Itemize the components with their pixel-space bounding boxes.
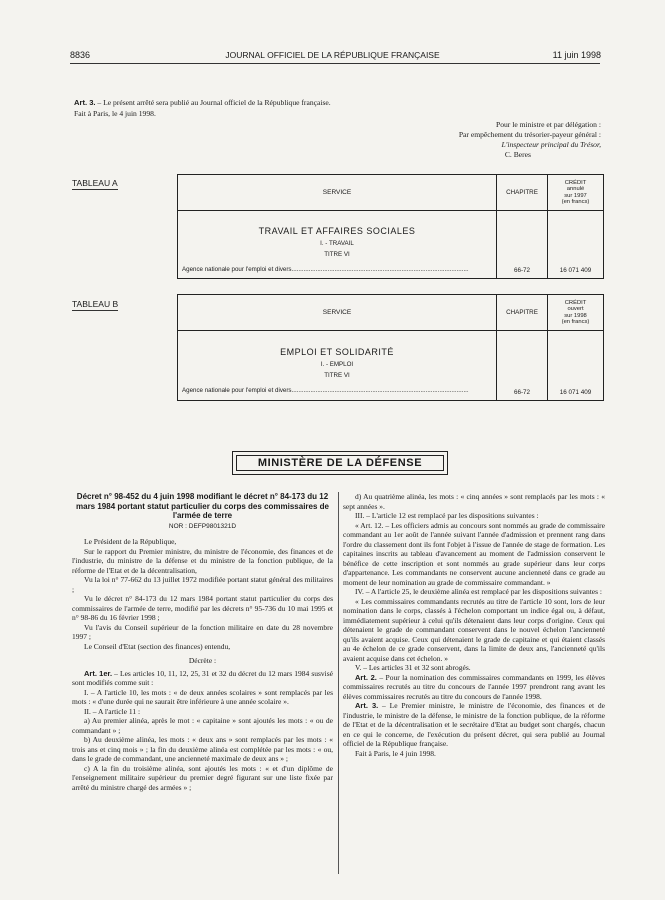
ministry-name: TRAVAIL ET AFFAIRES SOCIALES: [258, 225, 416, 236]
col-credit: CRÉDIT ouvert sur 1998 (en francs): [548, 295, 604, 331]
col-service: SERVICE: [178, 175, 497, 211]
article-item: « Art. 12. – Les officiers admis au concours sont nommés au grade de commissaire commandant au 1er août de l'année suivant l'année d'admission et prennent rang dans l'ordre du classement dont ils font l'objet à l'issue de l'année de stage de formation. Les capitaines inscrits au tableau d'avancement au moment de l'admission conservent le bénéfice de cette inscription et sont nommés au grade supérieur dans leur corps d'appartenance. Les commandants ne conservent aucune ancienneté dans ce grade au moment de leur nomination au grade de commissaire commandant. »: [343, 520, 605, 587]
visa-paragraph: Sur le rapport du Premier ministre, du ministre de l'économie, des finances et de l'industrie, du ministre de la défense et du ministre de la fonction publique, de la réforme de l'Etat et de la décentralisation,: [72, 546, 333, 575]
art3-text: – Le présent arrêté sera publié au Journal officiel de la République française.: [95, 98, 331, 107]
header-rule: [70, 63, 600, 64]
credit-value: 16 071 409: [548, 211, 604, 279]
sig-name: C. Beres: [504, 150, 531, 159]
page-number: 8836: [70, 50, 91, 60]
section-name: I. - EMPLOI: [320, 360, 354, 368]
sig-line-1: Pour le ministre et par délégation :: [495, 120, 601, 129]
visa-paragraph: Vu l'avis du Conseil supérieur de la fonction militaire en date du 28 novembre 1997 ;: [72, 622, 333, 641]
art3b-text: – Le Premier ministre, le ministre de l'économie, des finances et de l'industrie, le ministre de la défense, le ministre de la fonction publique, de la réforme de l'Etat et de la décentralisation et le secrétaire d'Etat au budget sont chargés, chacun en ce qui le concerne, de l'exécution du présent décret, qui sera publié au Journal officiel de la République française.: [343, 701, 605, 748]
article-item: III. – L'article 12 est remplacé par les dispositions suivantes :: [355, 511, 539, 520]
sig-line-2: Par empêchement du trésorier-payeur général :: [458, 130, 601, 139]
titre: TITRE VI: [324, 250, 350, 258]
decrete: Décrète :: [188, 656, 217, 665]
service-cell: [178, 331, 497, 401]
article-item: « Les commissaires commandants recrutés au titre de l'article 10 sont, lors de leur nomination dans le corps, classés à l'échelon comportant un indice égal ou, à défaut, immédiatement supérieur à celui qu'ils détenaient dans leur corps d'origine. Ceux qui détenaient le grade de commandant conservent dans le nouvel échelon l'ancienneté qu'ils avaient acquise. Ceux qui détenaient le grade de capitaine et qui étaient classés au 4e échelon de ce grade conservent, dans la limite de deux ans, l'ancienneté qu'ils avaient acquise dans cet échelon. »: [343, 596, 605, 663]
tableau-a-label: TABLEAU A: [72, 178, 118, 188]
art2-text: – Pour la nomination des commissaires commandants en 1999, les élèves commissaires recrutés au titre du concours de l'année 1997 prendront rang avant les élèves commissaires recrutés au titre du concours de l'année 1998.: [343, 672, 605, 701]
article-item: c) A la fin du troisième alinéa, sont ajoutés les mots : « et d'un diplôme de l'enseignement militaire supérieur du premier degré figurant sur une liste fixée par arrêté du ministre chargé des armées » ;: [72, 763, 333, 792]
article-3-top: [74, 97, 594, 119]
titre: TITRE VI: [324, 371, 350, 379]
tableau-b: [177, 294, 604, 401]
fait-a-paris: Fait à Paris, le 4 juin 1998.: [74, 109, 156, 118]
art2-label: Art. 2.: [355, 672, 377, 682]
ministry-banner: [232, 451, 448, 475]
ministry-name: EMPLOI ET SOLIDARITÉ: [280, 346, 394, 357]
column-divider: [338, 492, 339, 874]
decree-title: Décret n° 98-452 du 4 juin 1998 modifiant le décret n° 84-173 du 12 mars 1984 portant statut particulier du corps des commissaires de l'armée de terre: [76, 492, 329, 520]
visa-paragraph: Le Conseil d'Etat (section des finances) entendu,: [84, 641, 231, 651]
visa-paragraph: Le Président de la République,: [84, 537, 177, 546]
col-chapitre: CHAPITRE: [497, 295, 548, 331]
art1-text: – Les articles 10, 11, 12, 25, 31 et 32 du décret du 12 mars 1984 susvisé sont modifiés comme suit :: [72, 668, 334, 687]
col-credit: CRÉDIT annulé sur 1997 (en francs): [548, 175, 604, 211]
header-date: 11 juin 1998: [552, 50, 601, 60]
sig-line-3: L'inspecteur principal du Trésor,: [501, 140, 601, 149]
journal-title: JOURNAL OFFICIEL DE LA RÉPUBLIQUE FRANÇAISE: [225, 50, 440, 60]
tableau-b-label: TABLEAU B: [72, 299, 119, 309]
article-item: a) Au premier alinéa, après le mot : « capitaine » sont ajoutés les mots : « ou de commandant » ;: [72, 716, 333, 735]
decree-nor: NOR : DEFP9801321D: [168, 522, 237, 530]
decree-right-column: [343, 492, 605, 758]
chapitre-value: 66-72: [497, 331, 548, 401]
visa-paragraph: Vu la loi n° 77-662 du 13 juillet 1972 modifiée portant statut général des militaires ;: [72, 575, 333, 594]
article-item: b) Au deuxième alinéa, les mots : « deux ans » sont remplacés par les mots : « trois ans et cinq mois » ; la fin du deuxième alinéa est complétée par les mots : « ou, dans le grade de commandant, une ancienneté maximale de deux ans » ;: [72, 735, 333, 763]
credit-value: 16 071 409: [548, 331, 604, 401]
section-name: I. - TRAVAIL: [320, 239, 354, 247]
ministry-banner-text: MINISTÈRE DE LA DÉFENSE: [236, 455, 444, 471]
article-item: V. – Les articles 31 et 32 sont abrogés.: [355, 663, 471, 672]
signature-block: [361, 120, 601, 160]
art3-label: Art. 3.: [74, 98, 96, 107]
fait-a-paris-2: Fait à Paris, le 4 juin 1998.: [355, 748, 436, 758]
decree-left-column: [72, 492, 333, 792]
article-item: II. – A l'article 11 :: [84, 706, 141, 716]
service-line: Agence nationale pour l'emploi et divers.......................................................................................................: [182, 386, 469, 394]
service-line: Agence nationale pour l'emploi et divers.......................................................................................................: [182, 265, 469, 273]
col-chapitre: CHAPITRE: [497, 175, 548, 211]
article-item: IV. – A l'article 25, le deuxième alinéa est remplacé par les dispositions suivantes :: [355, 587, 602, 596]
chapitre-value: 66-72: [497, 211, 548, 279]
service-cell: [178, 211, 497, 279]
art1-label: Art. 1er.: [84, 668, 113, 678]
tableau-a: [177, 174, 604, 279]
col-service: SERVICE: [178, 295, 497, 331]
article-item: d) Au quatrième alinéa, les mots : « cinq années » sont remplacés par les mots : « sept années ».: [343, 492, 605, 511]
visa-paragraph: Vu le décret n° 84-173 du 12 mars 1984 portant statut particulier du corps des commissaires de l'armée de terre, modifié par les décrets n° 95-736 du 10 mai 1995 et n° 98-86 du 16 février 1998 ;: [72, 594, 333, 622]
article-item: I. – A l'article 10, les mots : « de deux années scolaires » sont remplacés par les mots : « d'une durée qui ne saurait être inférieure à une année scolaire ».: [72, 687, 333, 706]
art3b-label: Art. 3.: [355, 701, 379, 710]
